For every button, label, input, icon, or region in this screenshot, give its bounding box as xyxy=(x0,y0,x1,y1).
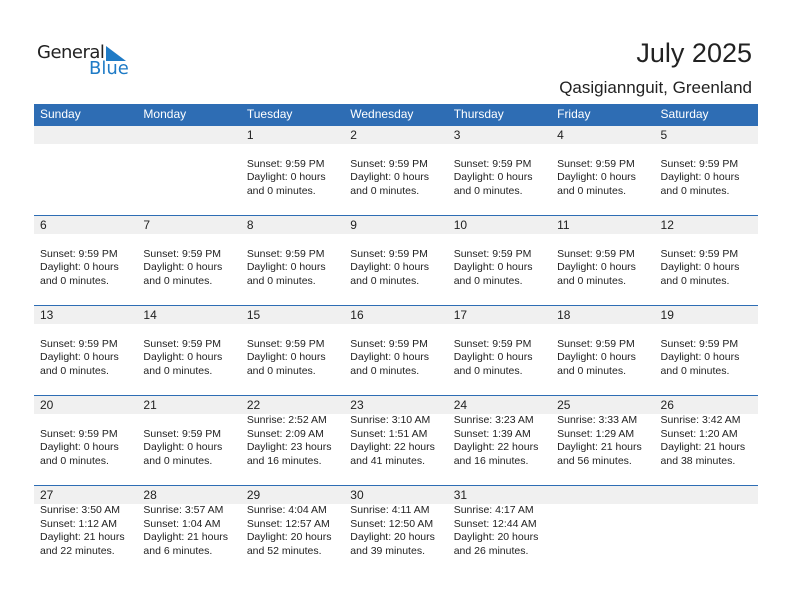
sunrise-text: Sunrise: 3:42 AM xyxy=(660,414,741,426)
day-cell xyxy=(344,324,447,378)
day-number: 20 xyxy=(40,398,54,412)
sunset-text: Sunset: 9:59 PM xyxy=(453,157,532,170)
sunset-text: Sunset: 1:20 AM xyxy=(660,427,738,440)
daylight-minutes-text: and 0 minutes. xyxy=(453,364,523,377)
week-row xyxy=(34,305,758,395)
day-number: 26 xyxy=(660,398,674,412)
day-number-band xyxy=(34,306,758,324)
daylight-minutes-text: and 16 minutes. xyxy=(453,454,529,467)
day-number xyxy=(551,486,654,504)
daylight-minutes-text: and 0 minutes. xyxy=(40,364,109,377)
day-details-row xyxy=(34,324,758,378)
sunset-text: Sunset: 9:59 PM xyxy=(557,157,635,170)
sunset-text: Sunset: 9:59 PM xyxy=(453,247,532,260)
daylight-minutes-text: and 39 minutes. xyxy=(350,544,425,557)
daylight-text: Daylight: 0 hours xyxy=(246,351,326,363)
day-number: 11 xyxy=(557,218,570,232)
sunrise-text xyxy=(661,234,758,248)
daylight-minutes-text: and 0 minutes. xyxy=(143,364,213,377)
day-details-row xyxy=(34,414,758,468)
daylight-minutes-text: and 0 minutes. xyxy=(557,184,626,197)
sunset-text: Sunset: 9:59 PM xyxy=(246,247,325,260)
day-number: 13 xyxy=(40,308,54,322)
sunrise-text xyxy=(143,414,240,428)
daylight-minutes-text: and 0 minutes. xyxy=(350,364,420,377)
sunset-text: Sunset: 2:09 AM xyxy=(246,427,324,440)
daylight-minutes-text: and 0 minutes. xyxy=(143,274,213,287)
day-number: 28 xyxy=(143,488,157,502)
day-number: 18 xyxy=(557,308,571,322)
day-number: 16 xyxy=(350,308,364,322)
location-subtitle: Qasigiannguit, Greenland xyxy=(559,78,752,97)
daylight-text: Daylight: 0 hours xyxy=(660,171,740,183)
sunset-text: Sunset: 9:59 PM xyxy=(143,427,222,440)
day-number: 22 xyxy=(246,398,261,412)
day-cell xyxy=(448,144,551,198)
sunrise-text xyxy=(350,234,447,248)
day-number: 14 xyxy=(143,308,157,322)
sunset-text: Sunset: 12:50 AM xyxy=(350,517,434,530)
sunrise-text: Sunrise: 3:50 AM xyxy=(40,504,120,516)
sunrise-text xyxy=(454,324,551,338)
sunrise-text xyxy=(661,324,758,338)
day-details-row xyxy=(34,234,758,288)
sunrise-text: Sunrise: 4:17 AM xyxy=(453,504,534,516)
weekday-monday: Monday xyxy=(143,107,187,121)
sunrise-text xyxy=(557,144,654,158)
sunrise-text xyxy=(143,324,240,338)
weekday-header xyxy=(34,104,758,125)
day-cell xyxy=(34,234,137,288)
day-number xyxy=(655,486,758,504)
daylight-text: Daylight: 20 hours xyxy=(453,531,539,543)
day-cell xyxy=(137,414,240,468)
logo-blue-text: Blue xyxy=(89,58,129,79)
day-number: 9 xyxy=(350,218,357,232)
week-row xyxy=(34,125,758,215)
daylight-text: Daylight: 0 hours xyxy=(40,261,119,273)
daylight-text: Daylight: 0 hours xyxy=(246,171,326,183)
daylight-minutes-text: and 56 minutes. xyxy=(557,454,632,467)
sunrise-text xyxy=(247,144,344,158)
day-number: 17 xyxy=(453,308,468,322)
daylight-minutes-text: and 6 minutes. xyxy=(143,544,213,557)
sunrise-text xyxy=(40,324,137,338)
sunrise-text xyxy=(247,234,344,248)
daylight-text: Daylight: 21 hours xyxy=(660,441,746,453)
daylight-minutes-text: and 0 minutes. xyxy=(350,184,420,197)
daylight-minutes-text: and 0 minutes. xyxy=(246,364,316,377)
weekday-tuesday: Tuesday xyxy=(246,107,293,121)
day-number-band xyxy=(34,486,758,504)
sunset-text: Sunset: 9:59 PM xyxy=(350,247,428,260)
week-row xyxy=(34,485,758,575)
daylight-text: Daylight: 0 hours xyxy=(143,351,223,363)
sunrise-text: Sunrise: 3:23 AM xyxy=(453,414,534,426)
day-number: 25 xyxy=(557,398,571,412)
sunset-text: Sunset: 9:59 PM xyxy=(40,247,118,260)
daylight-minutes-text: and 0 minutes. xyxy=(660,364,730,377)
daylight-minutes-text: and 0 minutes. xyxy=(246,184,316,197)
day-cell xyxy=(344,144,447,198)
sunrise-text: Sunrise: 2:52 AM xyxy=(246,414,327,426)
day-cell xyxy=(448,414,551,468)
day-cell xyxy=(551,144,654,198)
day-cell xyxy=(34,504,137,558)
sunrise-text: Sunrise: 3:10 AM xyxy=(350,414,431,426)
daylight-minutes-text: and 16 minutes. xyxy=(246,454,322,467)
sunrise-text: Sunrise: 3:33 AM xyxy=(557,414,638,426)
daylight-text: Daylight: 0 hours xyxy=(350,171,430,183)
day-number: 5 xyxy=(660,128,668,142)
sunrise-text xyxy=(40,234,137,248)
sunset-text: Sunset: 1:51 AM xyxy=(350,427,428,440)
daylight-minutes-text: and 0 minutes. xyxy=(40,274,109,287)
day-number: 15 xyxy=(246,308,261,322)
day-cell xyxy=(655,324,758,378)
sunset-text: Sunset: 12:57 AM xyxy=(246,517,330,530)
day-cell xyxy=(137,234,240,288)
day-number: 2 xyxy=(350,128,357,142)
daylight-text: Daylight: 0 hours xyxy=(660,351,740,363)
daylight-minutes-text: and 41 minutes. xyxy=(350,454,425,467)
day-cell xyxy=(551,234,654,288)
daylight-text: Daylight: 0 hours xyxy=(557,261,636,273)
sunset-text: Sunset: 1:29 AM xyxy=(557,427,635,440)
day-cell xyxy=(551,324,654,378)
daylight-text: Daylight: 0 hours xyxy=(350,261,430,273)
day-cell xyxy=(655,144,758,198)
day-cell xyxy=(241,144,344,198)
day-cell xyxy=(34,414,137,468)
sunset-text: Sunset: 9:59 PM xyxy=(246,337,325,350)
sunrise-text: Sunrise: 4:11 AM xyxy=(350,504,430,516)
day-number: 7 xyxy=(143,218,151,232)
sunrise-text xyxy=(143,234,240,248)
daylight-minutes-text: and 0 minutes. xyxy=(246,274,316,287)
day-number: 6 xyxy=(40,218,47,232)
sunset-text: Sunset: 9:59 PM xyxy=(557,247,635,260)
sunrise-text xyxy=(454,144,551,158)
day-number: 10 xyxy=(453,218,468,232)
daylight-minutes-text: and 22 minutes. xyxy=(40,544,115,557)
day-number-band xyxy=(34,396,758,414)
day-cell xyxy=(448,324,551,378)
daylight-minutes-text: and 0 minutes. xyxy=(557,364,626,377)
daylight-text: Daylight: 0 hours xyxy=(350,351,430,363)
day-cell xyxy=(241,504,344,558)
day-cell xyxy=(344,414,447,468)
sunset-text: Sunset: 9:59 PM xyxy=(350,157,428,170)
day-number: 31 xyxy=(453,488,468,502)
day-details-row xyxy=(34,144,758,198)
daylight-text: Daylight: 0 hours xyxy=(453,351,533,363)
day-cell xyxy=(137,504,240,558)
daylight-text: Daylight: 22 hours xyxy=(350,441,435,453)
daylight-text: Daylight: 0 hours xyxy=(143,441,223,453)
daylight-minutes-text: and 26 minutes. xyxy=(453,544,529,557)
sunset-text: Sunset: 12:44 AM xyxy=(453,517,537,530)
day-number xyxy=(34,126,137,144)
daylight-minutes-text: and 0 minutes. xyxy=(40,454,109,467)
daylight-text: Daylight: 0 hours xyxy=(246,261,326,273)
day-cell xyxy=(344,234,447,288)
sunset-text: Sunset: 9:59 PM xyxy=(143,337,222,350)
day-cell xyxy=(655,234,758,288)
day-number: 8 xyxy=(246,218,254,232)
day-number-band xyxy=(34,216,758,234)
daylight-text: Daylight: 0 hours xyxy=(557,351,636,363)
daylight-text: Daylight: 20 hours xyxy=(350,531,435,543)
day-number: 24 xyxy=(453,398,468,412)
day-number: 1 xyxy=(246,128,254,142)
day-cell xyxy=(137,324,240,378)
weekday-thursday: Thursday xyxy=(453,107,504,121)
daylight-minutes-text: and 0 minutes. xyxy=(660,184,730,197)
day-cell xyxy=(137,144,240,198)
day-number xyxy=(137,126,240,144)
daylight-minutes-text: and 0 minutes. xyxy=(557,274,626,287)
sunrise-text xyxy=(40,414,137,428)
daylight-text: Daylight: 0 hours xyxy=(40,441,119,453)
day-details-row xyxy=(34,504,758,558)
day-number: 21 xyxy=(143,398,157,412)
week-row xyxy=(34,215,758,305)
sunset-text: Sunset: 9:59 PM xyxy=(453,337,532,350)
day-cell xyxy=(448,234,551,288)
sunset-text: Sunset: 9:59 PM xyxy=(350,337,428,350)
day-number-band xyxy=(34,126,758,144)
daylight-text: Daylight: 21 hours xyxy=(143,531,229,543)
weekday-wednesday: Wednesday xyxy=(350,107,414,121)
daylight-minutes-text: and 0 minutes. xyxy=(453,184,523,197)
sunrise-text xyxy=(350,144,447,158)
sunset-text: Sunset: 9:59 PM xyxy=(557,337,635,350)
day-cell xyxy=(344,504,447,558)
day-cell xyxy=(34,324,137,378)
daylight-text: Daylight: 0 hours xyxy=(453,171,533,183)
daylight-text: Daylight: 22 hours xyxy=(453,441,539,453)
day-number: 12 xyxy=(660,218,674,232)
sunrise-text xyxy=(557,234,654,248)
calendar-grid xyxy=(34,104,758,575)
daylight-text: Daylight: 20 hours xyxy=(246,531,332,543)
day-number: 27 xyxy=(40,488,54,502)
sunset-text: Sunset: 9:59 PM xyxy=(40,337,118,350)
sunset-text: Sunset: 1:12 AM xyxy=(40,517,118,530)
daylight-text: Daylight: 0 hours xyxy=(557,171,636,183)
daylight-text: Daylight: 0 hours xyxy=(660,261,740,273)
sunset-text: Sunset: 9:59 PM xyxy=(40,427,118,440)
day-cell xyxy=(241,414,344,468)
day-cell xyxy=(241,234,344,288)
sunrise-text xyxy=(661,144,758,158)
daylight-minutes-text: and 0 minutes. xyxy=(143,454,213,467)
week-row xyxy=(34,395,758,485)
sunset-text: Sunset: 9:59 PM xyxy=(660,247,739,260)
day-number: 29 xyxy=(246,488,261,502)
sunset-text: Sunset: 9:59 PM xyxy=(143,247,222,260)
day-cell xyxy=(241,324,344,378)
weekday-friday: Friday xyxy=(557,107,591,121)
month-title: July 2025 xyxy=(636,38,752,68)
daylight-text: Daylight: 0 hours xyxy=(40,351,119,363)
day-cell xyxy=(655,414,758,468)
day-number: 23 xyxy=(350,398,364,412)
sunset-text: Sunset: 1:04 AM xyxy=(143,517,221,530)
daylight-text: Daylight: 23 hours xyxy=(246,441,332,453)
sunset-text: Sunset: 9:59 PM xyxy=(246,157,325,170)
daylight-text: Daylight: 0 hours xyxy=(143,261,223,273)
day-number: 4 xyxy=(557,128,564,142)
day-number: 30 xyxy=(350,488,364,502)
sunrise-text xyxy=(247,324,344,338)
day-number: 3 xyxy=(453,128,461,142)
sunset-text: Sunset: 9:59 PM xyxy=(660,337,739,350)
sunset-text: Sunset: 1:39 AM xyxy=(453,427,531,440)
weekday-sunday: Sunday xyxy=(40,107,81,121)
daylight-minutes-text: and 52 minutes. xyxy=(246,544,322,557)
logo-general-text: General xyxy=(37,42,105,63)
daylight-text: Daylight: 21 hours xyxy=(557,441,642,453)
daylight-minutes-text: and 38 minutes. xyxy=(660,454,736,467)
daylight-minutes-text: and 0 minutes. xyxy=(350,274,420,287)
day-cell xyxy=(34,144,137,198)
day-cell xyxy=(448,504,551,558)
daylight-minutes-text: and 0 minutes. xyxy=(453,274,523,287)
daylight-text: Daylight: 21 hours xyxy=(40,531,125,543)
sunrise-text xyxy=(557,324,654,338)
weekday-saturday: Saturday xyxy=(660,107,709,121)
day-cell xyxy=(551,504,654,558)
sunrise-text: Sunrise: 4:04 AM xyxy=(246,504,327,516)
daylight-text: Daylight: 0 hours xyxy=(453,261,533,273)
day-number: 19 xyxy=(660,308,674,322)
day-cell xyxy=(551,414,654,468)
sunset-text: Sunset: 9:59 PM xyxy=(660,157,739,170)
sunrise-text xyxy=(454,234,551,248)
sunrise-text: Sunrise: 3:57 AM xyxy=(143,504,224,516)
day-cell xyxy=(655,504,758,558)
sunrise-text xyxy=(350,324,447,338)
daylight-minutes-text: and 0 minutes. xyxy=(660,274,730,287)
